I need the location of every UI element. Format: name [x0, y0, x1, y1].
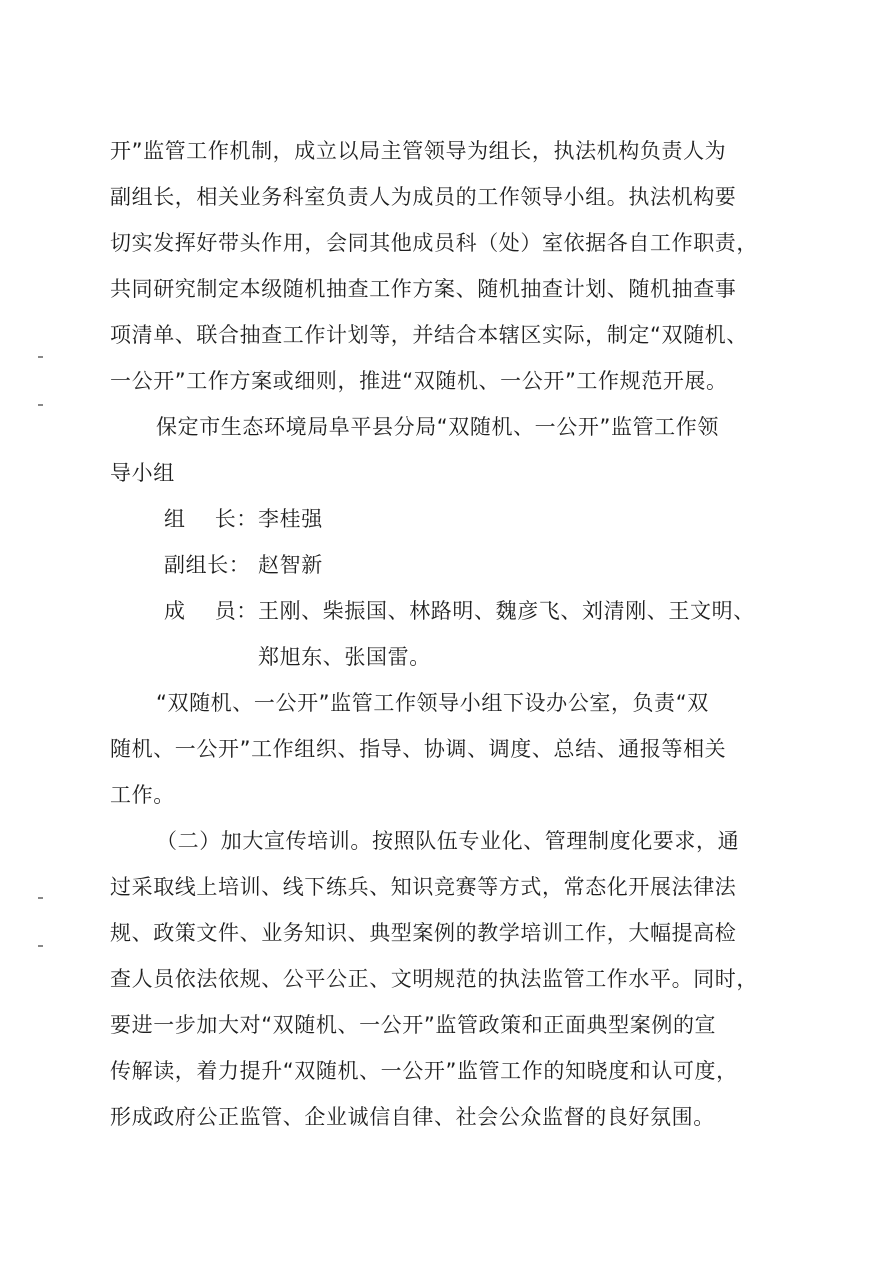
margin-mark: [38, 945, 43, 947]
paragraph-line: 要进一步加大对“双随机、一公开”监管政策和正面典型案例的宣: [110, 1013, 717, 1037]
leader-row: [110, 496, 778, 542]
group-title-line: 导小组: [110, 461, 175, 485]
members-row: [110, 588, 778, 634]
margin-mark: [38, 404, 43, 406]
document-body: [110, 128, 778, 1140]
paragraph-line: 切实发挥好带头作用，会同其他成员科（处）室依据各自工作职责，: [110, 231, 758, 255]
leader-label: 组 长：: [164, 507, 258, 531]
paragraph-line: 开”监管工作机制，成立以局主管领导为组长，执法机构负责人为: [110, 139, 727, 163]
paragraph-line: 过采取线上培训、线下练兵、知识竞赛等方式，常态化开展法律法: [110, 875, 737, 899]
members-value: 王刚、柴振国、林路明、魏彦飞、刘清刚、王文明、: [258, 599, 755, 623]
paragraph-line: 一公开”工作方案或细则，推进“双随机、一公开”工作规范开展。: [110, 369, 728, 393]
margin-mark: [38, 356, 43, 358]
paragraph-line: 共同研究制定本级随机抽查工作方案、随机抽查计划、随机抽查事: [110, 277, 737, 301]
deputy-value: 赵智新: [258, 553, 323, 577]
margin-mark: [38, 897, 43, 899]
paragraph-line: 查人员依法依规、公平公正、文明规范的执法监管工作水平。同时，: [110, 967, 758, 991]
paragraph-line: 形成政府公正监管、企业诚信自律、社会公众监督的良好氛围。: [110, 1105, 715, 1129]
leader-value: 李桂强: [258, 507, 323, 531]
paragraph-line: “双随机、一公开”监管工作领导小组下设办公室，负责“双: [156, 691, 709, 715]
paragraph-line: 项清单、联合抽查工作计划等，并结合本辖区实际，制定“双随机、: [110, 323, 748, 347]
paragraph-line: 规、政策文件、业务知识、典型案例的教学培训工作，大幅提高检: [110, 921, 737, 945]
deputy-label: 副组长：: [164, 553, 251, 577]
deputy-row: [110, 542, 778, 588]
paragraph-line: （二）加大宣传培训。按照队伍专业化、管理制度化要求，通: [156, 829, 740, 853]
members-label: 成 员：: [164, 599, 258, 623]
paragraph-line: 副组长，相关业务科室负责人为成员的工作领导小组。执法机构要: [110, 185, 737, 209]
members-value-continued: 郑旭东、张国雷。: [258, 645, 431, 669]
paragraph-line: 随机、一公开”工作组织、指导、协调、调度、总结、通报等相关: [110, 737, 727, 761]
group-title-line: 保定市生态环境局阜平县分局“双随机、一公开”监管工作领: [156, 415, 719, 439]
paragraph-line: 工作。: [110, 783, 175, 807]
paragraph-line: 传解读，着力提升“双随机、一公开”监管工作的知晓度和认可度，: [110, 1059, 738, 1083]
